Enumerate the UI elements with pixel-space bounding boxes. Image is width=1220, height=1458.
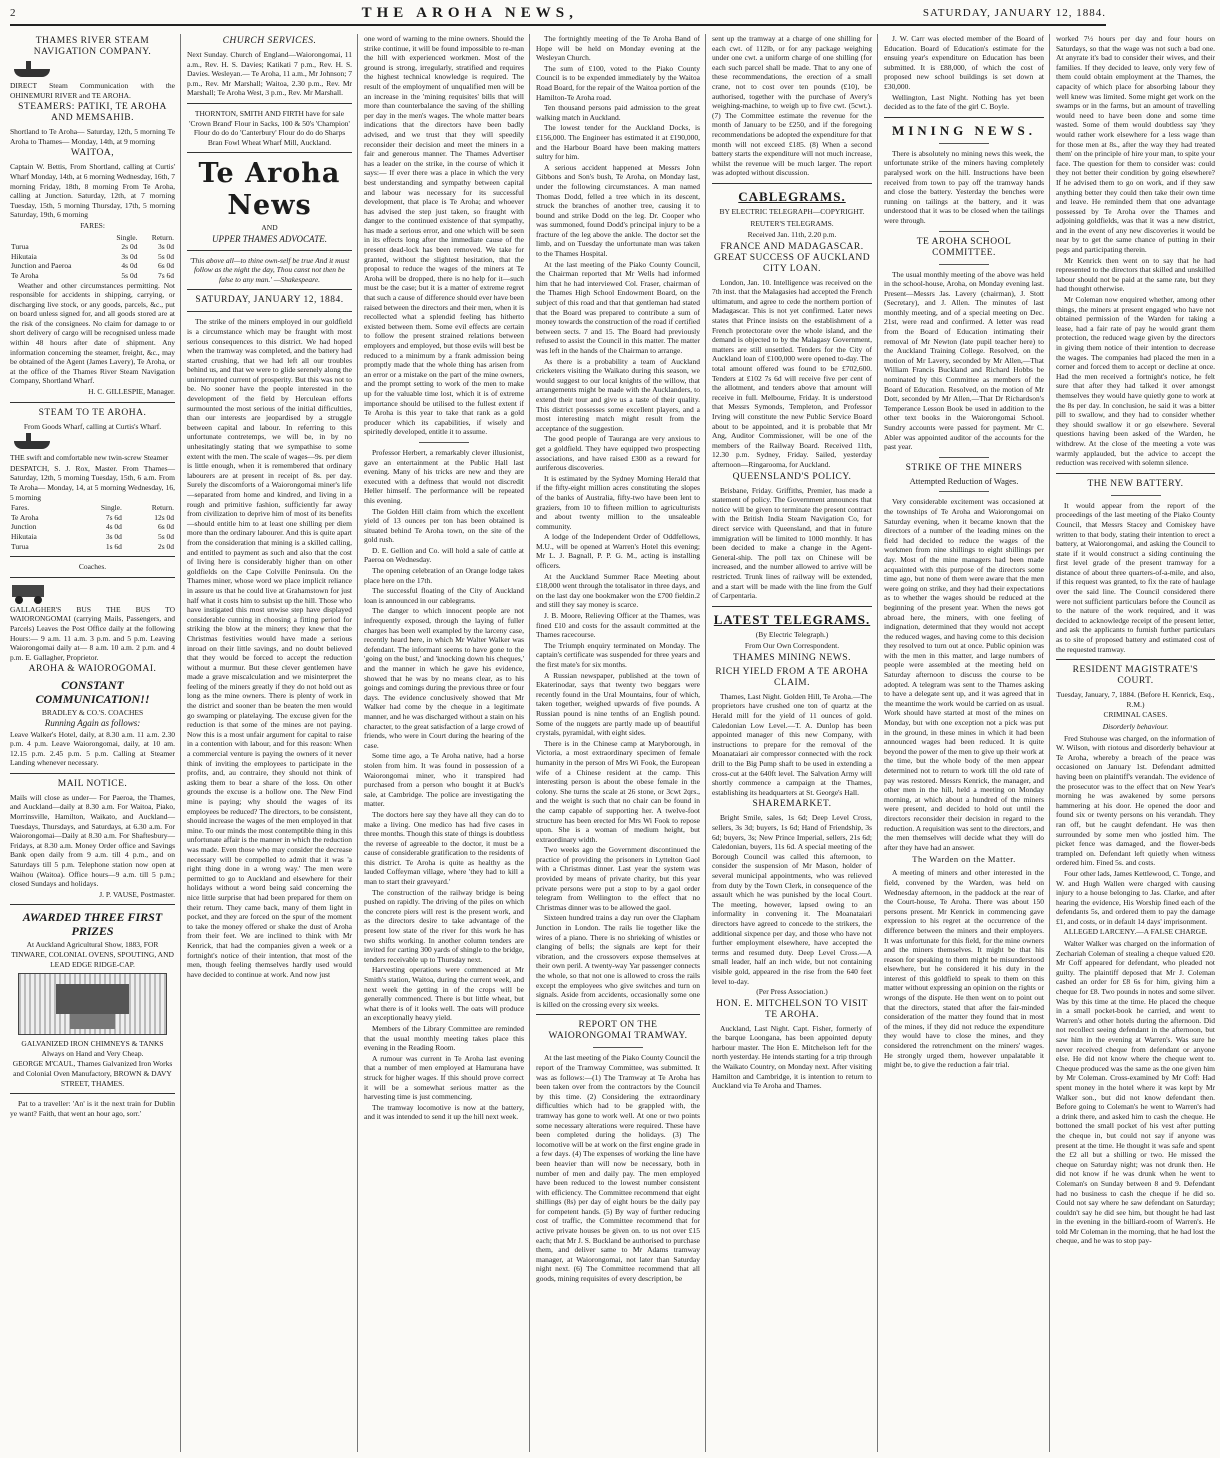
- news-item: There is in the Chinese camp at Maryborough, in Victoria, a most extraordinary specimen of female humanity in the person of Mrs Wi Fook, the European wife of a Chinese resident at the camp. This interesting person is about the obese female in the colony. She turns the scale at 26 stone, or 3cwt 2qrs., and the weight is such that no chair can be found in the camp capable of supporting her. A twelve-foot structure has been erected for Mrs Wi Fook to repose upon. She is a woman of medium height, but extraordinary width.: [536, 738, 700, 844]
- section-subheading: The Warden on the Matter.: [912, 854, 1016, 865]
- news-item: J. B. Moore, Relieving Officer at the Thames, was fined £10 and costs for the assault committed at the Thames racecourse.: [536, 611, 700, 640]
- section-heading: RESIDENT MAGISTRATE'S COURT.: [1072, 665, 1199, 687]
- advert-text: Weather and other circumstances permitting. Not responsible for accidents in shipping, carrying, or discharging live stock, or any goods, parcels, &c., put on board unless signed for, and all goods stored are at the risk of the consignees. No claim for damage to or short delivery of cargo will be recognised unless made within 48 hours after date of shipment. Any information concerning the steamer, freight, &c., may be obtained of the Agent (James Lavery), Te Aroha, or at the office of the Thames River Steam Navigation Company, Shortland Wharf.: [10, 280, 175, 386]
- divider: [187, 103, 352, 104]
- section-heading: LATEST TELEGRAMS.: [713, 611, 871, 627]
- divider: [939, 264, 989, 265]
- report-text: The usual monthly meeting of the above was held in the school-house, Aroha, on Monday evening last. Present—Messrs Jas. Lavery (chairman), J. Stott (Secretary), and J. Allen. The minutes of last monthly meeting, and of a special meeting on Dec. 21st, were read and confirmed. A letter was read from the Board of Education intimating their removal of Mr Newton (late pupil teacher here) to the Auckland Training College. Resolved, on the motion of Mr Lavery, seconded by Mr Allen,—That William Francis Buckland and Richard Hobbs be nominated by this Committee as members of the Board of Education. Resolved, on the motion of Mr Dott, seconded by Mr Allen,—That Dr Richardson's Temperance Lesson Book be used in addition to the other text books in the Waiorongomai School. Sundry accounts were passed for payment. Mr C. Abler was appointed auditor of the accounts for the past year.: [884, 269, 1044, 452]
- section-subheading: Disorderly behaviour.: [1102, 722, 1169, 731]
- table-row: [10, 503, 175, 513]
- section-heading: TE AROHA SCHOOL COMMITTEE.: [916, 236, 1012, 258]
- table-cell: Te Aroha: [11, 270, 39, 280]
- advert-text: Captain W. Bettis, From Shortland, calling at Curtis' Wharf Monday, 14th, at 6 morning Wednesday, 16th, 7 morning Friday, 18th, 8 morning From Te Aroha, calling at Junction. Saturday, 12th, at 7 morning Tuesday, 15th, 5 morning Thursday, 17th, 5 morning Saturday, 19th, 6 morning: [10, 162, 175, 220]
- news-item: As there is a probability a team of Auckland cricketers visiting the Waikato during this season, we would suggest to our local knights of the willow, that arrangements might be made with the Aucklanders, to extend their tour and give us a taste of their quality. This district possesses some excellent players, and a most interesting match might result from the acceptance of the suggestion.: [536, 356, 700, 433]
- section-subheading: (By Electric Telegraph.): [755, 629, 829, 639]
- article-heading: QUEENSLAND'S POLICY.: [732, 471, 852, 482]
- section-subheading: BY ELECTRIC TELEGRAPH—COPYRIGHT.: [719, 206, 865, 216]
- table-cell: 7s 6d: [157, 270, 174, 280]
- editorial-text: The strike of the miners employed in our goldfield is a circumstance which may be fraught with most serious consequences to this district. We had hoped when the tramway was completed, and the battery had started crushing, that we had left all our troubles behind us, and that we were to glide serenely along the uninterrupted current of prosperity. But this was not to be. No sooner have the people interested in the development of the field by Herculean efforts surmounted the most serious of the initial difficulties, than our interests are jeopardised by a struggle between capital and labour. In referring to this unfortunate contretemps, we will be, in by no unhesitatingly stating that we sympathise to some extent with the men. The scale of wages—9s. per diem is little enough, when it is remembered that ordinary labourers are at present in receipt of 8s. per day. Surely the discomforts of a Waiorongomai miner's life—separated from home and kindred, and living in a rough and primitive fashion, sufficiently far away from civilization to deprive him of most of its benefits—should entitle him to at least one shilling per diem more than the ordinary labourer. And this is quite apart from the consideration that mining is a skilled calling, and entitled to payment as such and also that the cost of living here is considerably higher than on other goldfields on the Cape Colville Peninsula. On the Thames miner, whose word we place implicit reliance in assure us that he could live at Grahamstown for just half what it costs him to subsist up the hill. Those who have instigated this most unwise step have displayed considerable cunning in choosing a fitting period for striking the blow at the miners; they knew that the Christmas festivities would have made a serious inroad on their little savings, and no doubt believed that they would be forced to accept the reduction without a murmur. But these clever gentlemen have made a grave miscalculation and we misinterpret the feeling of the miners greatly if they do not hold out as long as the mine owners. There is plenty of work in the district and sooner than be beaten the men would go swamping or platelaying. The excuse given for the reduction is that some of the mines are not paying. Now this is a most unfair argument for capital to raise in a contention with labour, and for this reason: When a commercial venture is paying the owners of it never think of inviting the employees to participate in the profits, and, au contraire, they should not think of asking them to bear a share of the loss. On other grounds the excuse is a hollow one. The New Find mine is paying; why should the wages of its employees be reduced? The directors, to be consistent, should increase the wages of the men employed in that mine. To our minds the most contemptible thing in this unfortunate affair is the manner in which the reduction was made. Even those who may consider the decrease necessary will be compelled to admit that it was 'a right thing done in a wrong way.' The men were permitted to go to Auckland and elsewhere for their holidays without a word being said concerning the nice little surprise that had been prepared for them on their return. They came back, many of them light in pocket, and they are forced on the spur of the moment to take the money offered or shake the dust of Aroha from their feet. We are inclined to think with Mr Kenrick, that had the companies given a week or a fortnight's notice of their intention, that most of the men, though feeling themselves hardly used would have decided to continue at work. And now just: [187, 317, 352, 979]
- news-item: There is absolutely no mining news this week, the unfortunate strike of the miners having completely paralysed work on the hill. Instructions have been received from town to pay off the tramway hands and close the battery. Yesterday the benches were running on tailings at the battery, and it was understood that it was to be closed when the tailings were through.: [884, 148, 1044, 225]
- telegram-text: Brisbane, Friday. Griffiths, Premier, has made a statement of policy. The Government announces that notice will be given to terminate the present contract with the British India Steam Navigation Co, for direct service with Queensland, and that in future immigration will be limited to 1000 monthly. It has been decided to make a change in the Agent-General-ship. The poll tax on Chinese will be increased, and the number allowed to arrive will be restricted. Trunk lines of railway will be extended, and a start will be made with the line from the Gulf of Carpentaria.: [712, 485, 872, 601]
- section-subheading: CRIMINAL CASES.: [1103, 710, 1168, 720]
- column-2: [187, 34, 358, 1452]
- table-cell: 3s 0d: [121, 251, 138, 261]
- advert-text: GEORGE M'CAUL, Thames Galvanized Iron Works and Colonial Oven Manufactory, BROWN & DAVY STREET, THAMES.: [12, 1059, 173, 1088]
- advert-text: At Auckland Agricultural Show, 1883, FOR TINWARE, COLONIAL OVENS, SPOUTING, AND LEAD EDGE RIDGE-CAP.: [11, 940, 174, 969]
- table-cell: 1s 6d: [105, 541, 122, 551]
- news-item: The Golden Hill claim from which the excellent yield of 13 ounces per ton has been obtained is situated behind Te Aroha town, on the site of the gold rush.: [364, 506, 524, 545]
- divider: [10, 1093, 175, 1094]
- news-item: A Russian newspaper, published at the town of Ekaterinodar, says that twenty two beggars were recently found in the Ural Mountains, four of which, taken together, weighed upwards of five pounds. A Russian pound is nine tenths of an English pound. Some of the nuggets are partly made up of beautiful crystals, pyramidal, with eight sides.: [536, 670, 700, 738]
- column-6: [884, 34, 1050, 1452]
- report-text: It would appear from the report of the proceedings of the last meeting of the Piako County Council, that Messrs Stacey and Comiskey have written to that body, stating their intention to erect a battery, at Waiorongomai, and asking the Council to state if it would construct a siding continuing the first level grade of the present tramway for a distance of about three quarters-of-a-mile, and also, if this request was granted, to fix the rate of haulage over the said line. The Council considered there were not sufficient particulars before the Council as to the nature of the work required, and it was decided to acknowledge receipt of the present letter, and ask the applicants to furnish further particulars as to site of proposed battery and estimated cost of the requested tramway.: [1056, 500, 1215, 654]
- section-subheading: (Per Press Association.): [756, 987, 828, 997]
- table-row: [10, 522, 175, 532]
- fares-heading: FARES:: [80, 220, 105, 230]
- table-row: [10, 542, 175, 552]
- table-row: [10, 271, 175, 281]
- newspaper-title: THE AROHA NEWS,: [361, 4, 578, 21]
- dateline: SATURDAY, JANUARY 12, 1884.: [195, 295, 344, 306]
- section-heading: REPORT ON THE WAIORONGOMAI TRAMWAY.: [548, 1020, 688, 1042]
- divider: [187, 289, 352, 290]
- divider: [10, 773, 175, 774]
- advert-text: GALLAGHER'S BUS THE BUS TO WAIORONGOMAI (carrying Mails, Passengers, and Parcels) Leaves the Post Office daily at the following Hours:— 9 a.m. 11 a.m. 3 p.m. and 5 p.m. Leaving Waiorongomai daily at— 8 a.m. 10 a.m. 2 p.m. and 4 p.m. E. Gallagher, Proprietor.: [10, 604, 175, 662]
- column-5: [712, 34, 878, 1452]
- news-item: D. E. Gellion and Co. will hold a sale of cattle at Paeroa on Wednesday.: [364, 545, 524, 565]
- news-item: Harvesting operations were commenced at Mr Smith's station, Waitoa, during the current week, and next week the getting in of the crops will be generally commenced. There is but little wheat, but what there is of it looks well. The oats will produce an exceptionally heavy yield.: [364, 965, 524, 1023]
- advert-heading: AROHA & WAIOROGOMAI.: [28, 664, 157, 675]
- advert-text: From Goods Wharf, calling at Curtis's Wharf.: [23, 421, 162, 431]
- news-item: Ten thousand persons paid admission to the great walking match in Auckland.: [536, 103, 700, 122]
- table-cell: Hikutaia: [11, 251, 37, 261]
- article-heading: FRANCE AND MADAGASCAR. GREAT SUCCESS OF AUCKLAND CITY LOAN.: [713, 241, 871, 274]
- table-row: [10, 261, 175, 271]
- news-item: The tramway locomotive is now at the battery, and it was intended to send it up the hill next week.: [364, 1102, 524, 1122]
- article-heading: SHAREMARKET.: [752, 799, 832, 810]
- columns: [10, 34, 1215, 1452]
- table-row: [10, 233, 175, 243]
- advert-text: Running Again as follows:: [44, 717, 141, 728]
- table-header: [10, 233, 104, 243]
- report-text: Very considerable excitement was occasioned at the townships of Te Aroha and Waiorongomai on Saturday evening, when it became known that the directors of a number of the leading mines on the field had decided to reduce the wages of the workmen from nine shillings to eight shillings per day. Most of the mine managers had been made acquainted with this purpose of the directors some time ago, but none of them were aware that the men were going on strike, and they had their expectations as to whether the wages should be reduced at the beginning of the present year. When the news got abroad here, the miners, with one feeling of indignation, determined that they would not accept the reduced wages, and having come to this decision they resolved to turn out at once. Public opinion was with the men in this matter, and large numbers of people were assembled at the meeting held on Saturday afternoon to discuss the course to be adopted. A telegram was sent to the Thames asking to have a delegate sent up, and it was agreed that in the meantime the work would be carried on as usual. Work should have started at most of the mines on Monday, but with one exception not a pick was put in the ground, in these mines in which it had been announced wages had been reduced. It is quite beyond the power of the men to give up their work at the time, but the whole body of the men appear determined not to return to work till the old rate of pay was restored. Messrs Kenrick, the manager, and other men in the hill, held a meeting on Monday morning, at which about a hundred of the miners were present, and decided to hold out until the directors reconsider their decision in regard to the reduction. A requisition was sent to the directors, and the men themselves will decide what they will do after they have had an answer.: [884, 497, 1044, 852]
- table-cell: 7s 6d: [105, 512, 122, 522]
- advert-text: BRADLEY & CO.'S. COACHES: [41, 708, 144, 718]
- masthead-subtitle: UPPER THAMES ADVOCATE.: [212, 233, 327, 244]
- table-row: [10, 242, 175, 252]
- news-item: The construction of the railway bridge is being pushed on rapidly. The driving of the piles on which the concrete piers will rest is the present work, and as the directors desire to take advantage of the present low state of the river for this work he has two shifts working. In another column tenders are invited for carting 300 yards of shingle to the bridge, tenders receivable up to Thursday next.: [364, 887, 524, 964]
- divider: [593, 1047, 643, 1048]
- table-row: [10, 252, 175, 262]
- signature: J. P. VAUSE, Postmaster.: [99, 889, 175, 899]
- report-text: A meeting of miners and other interested in the field, convened by the Warden, was held on Wednesday afternoon, in the paddock at the rear of the Court-house, Te Aroha. There was about 150 persons present. Mr Kenrick in commencing gave expression to his regret at the occurrence of the difference between the miners and their employers. It was unfortunate for this field, for the mine owners and the miners themselves. It might be that his reason for speaking to them might be misunderstood elsewhere, but he considered it his duty in the interest of this goldfield to speak to them on this matter without expressing an opinion on the rights or wrongs of the dispute. He then went on to point out that the directors, stated that after the fair-minded consideration of the matter they found that in most of the mines, if they did not reduce the expenditure they would have to close the mines, and they considered the retrenchment on the miners' wages. He strongly urged them, however unpalatable it might be, to give the reduction a fair trial.: [884, 868, 1044, 1070]
- news-item: The doctors here say they have all they can do to make a living. One medico has had five cases in three months. Though this state of things is doubtless the reverse of agreeable to the doctor, it must be a cause of considerable gratification to the residents of this district. Te Aroha is quite as healthy as the lauded Coffeyman village, where 'they had to kill a man to start their graveyard.': [364, 809, 524, 887]
- divider: [187, 250, 352, 251]
- advert-text: DIRECT Steam Communication with the OHINEMURI RIVER and TE AROHA.: [10, 81, 175, 100]
- report-text: sent up the tramway at a charge of one shilling for each cwt. of 112lb, or for any package weighing under one cwt. a uniform charge of one shilling (for each such parcel shall be made. That to any one of these recommendations, the erection of a small crane, not to cost over ten pounds (£10), be authorised, together with the purchase of Avery's weighing-machine, to weigh up to five cwt. (5cwt.). (7) The Committee estimate the revenue for the month of January to be £250, and if the foregoing recommendations be adopted the expenditure for that month will not exceed £185. (8) When a second battery starts the expenditure will not much increase, whilst the revenue will be much larger. The report was adopted without discussion.: [712, 34, 872, 178]
- dateline: Received Jan. 11th, 2.20 p.m.: [747, 230, 837, 240]
- divider: [939, 491, 989, 492]
- column-3: [364, 34, 530, 1452]
- news-item: The danger to which innocent people are not infrequently exposed, through the laying of fuller charges has been well exampled by the larceny case, recently heard here, in which Mr Walter Walker was defendant. The informant seems to have gone to the 'going on the bust,' and 'knocking down his cheques,' and the manner in which he gave his evidence, showed that he was by no means clear, as to his goings and comings during the previous three or four days. The evidence conclusively showed that Mr Walker had come by the cheque in a legitimate manner, and he was discharged without a stain on his character, to the great satisfaction of a large crowd of friends, who were in Court during the hearing of the case.: [364, 606, 524, 750]
- divider: [1111, 495, 1161, 496]
- column-7: [1056, 34, 1220, 1452]
- telegram-text: Bright Smile, sales, 1s 6d; Deep Level Cross, sellers, 3s 3d; buyers, 1s 6d; Hand of Friendship, 3s 6d; buyers, 3s; New Prince Imperial, sellers, 21s 6d; Caledonian, buyers, 11s 6d. A special meeting of the Borough Council was called this afternoon, to consider the suspension of Mr Mason, holder of several municipal appointments, who was relieved from duty by the Town Clerk, in consequence of the assault which he was punished by the local Court. The meeting, however, lapsed owing to an informality in convening it. The Moanataiari directors have agreed to concede to the strikers, the additional sixpence per day, and those who have not further employment elsewhere, have accepted the terms and resumed duty. Deep Level Cross.—A small leader, half an inch wide, but not containing visible gold, appeared in the rise from the 640 feet level to-day.: [712, 813, 872, 986]
- table-cell: 5s 0d: [121, 270, 138, 280]
- editorial-text: one word of warning to the mine owners. Should the strike continue, it will be found impossible to re-man the hill with experienced workmen. Most of the ground is strong, irregularly, stratified and requires the highest technical knowledge is required. The result of the employment of unqualified men will be an increase in the 'mining requisites' bills that will more than counterbalance the saving of the shilling per day in the men's wages. The whole matter bears indications that the directors have been badly advised, and we trust that they will speedily reconsider their decision and meet the miners in a fair and generous manner. The Thames Advertiser has a leader on the strike, in the course of which it says:— If ever there was a place in which the very best understanding and sympathy between capital and labour was necessary for its successful development, that place is Te Aroha; and whoever has advised the step just taken, so fraught with danger to the continued existence of that sympathy, has made a serious error, and one which will be seen in its effects long after the immediate cause of the present dead-lock has been removed. We take for granted, without the slightest hesitation, that the proposal to reduce the wages of the miners at Te Aroha will be dropped, there is no help for it—such must be the case; but it is a matter of extreme regret that such a cause of difference should ever have been raised between the directors and their men, when it is recollected what a splendid feeling has hitherto existed between them. Some evil effects are certain to follow the present strained relations between employers and employed, but those evils will best be reduced to a minimum by a frank admission being promptly made that the whole thing has arisen from an error or a mistake on the part of the mine owners, and the prompt setting to work of the men to make up for the valuable time lost, which it is of extreme importance should be utilised to the fullest extent if Te Aroha is this year to take that rank as a gold producer which its capabilities, if wisely and spiritedly developed, entitle it to assume.: [364, 34, 524, 437]
- table-cell: 6s 0d: [157, 522, 174, 532]
- masthead: [10, 2, 1106, 26]
- court-text: Fred Stuhouse was charged, on the information of W. Wilson, with riotous and disorderly behaviour at Te Aroha, whereby a breach of the peace was occasioned on January 1st. Defendant admitted having been on plaintiff's verandah. The evidence of the prosecutor was to the effect that on New Year's morning he was awakened by some persons hammering at his door. He opened the door and found six or twenty persons on his verandah. They ran off, but he caught defendant. He was then surrounded by some men who jostled him. The picket fence was damaged, and the flower-beds trampled on. Defendant left quietly when witness ordered him. Fined 5s. and costs.: [1056, 733, 1215, 868]
- news-item: Professor Herbert, a remarkably clever illusionist, gave an entertainment at the Public Hall last evening. Many of his tricks are new and they are executed with a deftness that would not discredit Heller himself. The performance will be repeated this evening.: [364, 447, 524, 505]
- signature: H. C. GILLESPIE, Manager.: [88, 387, 175, 397]
- news-item: Two weeks ago the Government discontinued the practice of providing the prisoners in Lyttelton Gaol with a Christmas dinner. Last year the system was provided by means of private charity, but this year private persons were put a stop to by a gaol order telegram from Wellington to the effect that no Christmas dinner was to be allowed the gaol.: [536, 845, 700, 912]
- steamer-icon: [10, 433, 175, 451]
- news-item: A serious accident happened at Messrs John Gibbons and Son's bush, Te Aroha, on Monday last, under the following circumstances. A man named Thomas Dodd, felled a tree which in its descent, struck the branches of another tree, causing it to bound and strike Dodd on the leg. Dr. Cooper who was summoned, found Dodd's principal injury to be a fracture of the leg above the ankle. The doctor set the limb, and on Tuesday the unfortunate man was taken to the Thames Hospital.: [536, 162, 700, 259]
- news-item: The Triumph enquiry terminated on Monday. The captain's certificate was suspended for three years and the first mate's for six months.: [536, 640, 700, 669]
- section-subheading: From Our Own Correspondent.: [744, 641, 840, 651]
- fares-table: [10, 503, 175, 551]
- table-header: Single.: [100, 503, 122, 513]
- telegram-text: Wellington, Last Night. Nothing has yet been decided as to the fate of the girl C. Boyle.: [884, 92, 1044, 112]
- divider: [419, 442, 469, 443]
- table-cell: 3s 0d: [105, 531, 122, 541]
- section-heading: MAIL NOTICE.: [57, 778, 128, 789]
- table-cell: 4s 0d: [105, 522, 122, 532]
- divider: [536, 1014, 700, 1015]
- table-header: Single.: [116, 232, 138, 242]
- steamer-icon: [10, 61, 175, 79]
- table-cell: Junction: [11, 522, 37, 532]
- report-text: At the last meeting of the Piako County Council the report of the Tramway Committee, was submitted. It was as follows:—(1) The Tramway at Te Aroha has been taken over from the contractors by the Council by this time. (2) Considering the extraordinary difficulties which had to be grappled with, the tramway has gone to work well. At one or two points some necessary alterations were required. These have been completed during the holidays. (3) The locomotive will be at work on the first engine grade in a few days. (4) The expenses of working the line have been heavier than will now be necessary, both in number of men and daily pay. The men employed have been reduced to the lowest number consistent with efficiency. The Committee recommend that eight shillings (8s) per day of eight hours be the daily pay for competent hands. (5) By way of further reducing cost of traffic, the Committee recommend that for active private houses be given on. to us not over £15 each; that Mr J. S. Buckland be authorised to purchase them, and deliver same to Mr Adams tramway manager, at Waiorongomai, not later than Saturday night next. (6) The Committee recommend that all goods, mining requisites of every description, be: [536, 1053, 700, 1284]
- notice-text: Mails will close as under— For Paeroa, the Thames, and Auckland—daily at 8.30 a.m. For Waitoa, Piako, Morrinsville, Hamilton, Waikato, and Auckland—Tuesdays, Thursdays, and Saturdays, at 6.30 a.m. For Waiorongomai—Daily at 8.30 a.m. For Shaftesbury—Fridays, at 8.30 a.m. Money Order office and Savings Bank open daily from 9 a.m. till 4 p.m., and on Saturdays till 5 p.m. Telephone station now open at Waihou (Waitoa). Office hours—9 a.m. till 5 p.m.; closed Sundays and holidays.: [10, 792, 175, 889]
- divider: [884, 117, 1044, 118]
- table-cell: 12s 0d: [154, 512, 174, 522]
- divider: [10, 904, 175, 905]
- advert-heading: WAITOA,: [70, 148, 115, 159]
- table-cell: 4s 0d: [121, 261, 138, 271]
- news-item: The successful floating of the City of Auckland loan is announced in our cablegrams.: [364, 586, 524, 605]
- column-1: [10, 34, 181, 1452]
- advert-heading: AWARDED THREE FIRST PRIZES: [22, 910, 163, 939]
- report-text: Mr Coleman now enquired whether, among other things, the miners at present engaged who have not obtained permission of the Warden for taking a lease, had a fair rate of pay he would grant them protection, the reduced wage given by the directors in giving them notice of their intention to decrease the wages. The companies had placed the men in a corner and forced them to accept or decline at once. Had the men received a fortnight's notice, he felt sure that after they had talked it over amongst themselves they would have quietly gone to work at the 8s per day. In conclusion, he said it was a bitter pill to swallow, and they had to consider whether they should swallow it or go elsewhere. Several questions having been asked of the Warden, he withdrew. At the close of the meeting a vote was warmly applauded, but the advice to accept the reduction was received with solemn silence.: [1056, 295, 1215, 468]
- section-heading: THE NEW BATTERY.: [1087, 478, 1184, 489]
- news-item: It is estimated by the Sydney Morning Herald that if the fifty-eight million acres constituting the slopes of the banks of Australia, fifty-two have been lent to graziers, from 10 to fifteen million to agriculturists and about twenty million to the unsaleable community.: [536, 473, 700, 531]
- court-text: Walter Walker was charged on the information of Zechariah Coleman of stealing a cheque valued £20. Mr Coff appeared for defendant, who pleaded not guilty. The plaintiff deposed that Mr J. Coleman cashed an order for £8 6s for him, giving him a cheque for £8. Two pounds in notes and some silver. Was by this time at the time. He placed the cheque in a small pocket-book he carried, and went to Warren's and other hotels during the afternoon. Did not recollect seeing defendant in the afternoon, but saw him in the evening at Warren's. Was sure he never received cheque from defendant or anyone else. He did not know where the cheque went to. Cheque produced was the same as the one given him by Mr Coleman. Cross-examined by Mr Coff: Had spent money in the hotel where it was kept by Mr Walker son., but did not know defendant then. Before going to Coleman's he went to Warren's had a drink there, and asked him to cash the cheque. He bottoned the small pocket of his vest after putting the cheque in, but could not say if anyone was present at the time. He thought it was safe and spent the £2 all but a shilling or two. He missed the cheque on Saturday night; was not drunk then. He did not know if he was drunk when he went to Coleman's on Sunday between 8 and 9. Defendant had no business to cash the cheque if he did so. Could not say where he saw defendant on Saturday; couldn't say he did see him, but thought he had last in the evening in the billiard-room of Warren's. He told Mr Coleman in the morning, that he had lost the cheque, and he was to stop pay-: [1056, 939, 1215, 1246]
- advert-heading: STEAM TO TE AROHA.: [38, 407, 147, 418]
- table-cell: 5s 0d: [157, 251, 174, 261]
- divider: [712, 606, 872, 607]
- news-item: A lodge of the Independent Order of Oddfellows, M.U., will be opened at Warren's Hotel this evening; Mr L. J. Bagnall, P. P. G. M., acting is installing officers.: [536, 532, 700, 571]
- table-cell: 5s 0d: [157, 531, 174, 541]
- news-item: Members of the Library Committee are reminded that the usual monthly meeting takes place this evening in the Reading Room.: [364, 1023, 524, 1053]
- report-text: Mr Kenrick then went on to say that he had represented to the directors that skilled and unskilled labour should not be paid at the same rate, but they had thought otherwise.: [1056, 255, 1215, 294]
- news-item: A rumour was current in Te Aroha last evening that a number of men employed at Hamurana have struck for higher wages. If this should prove correct it will be a somewhat serious matter as the harvesting time is just commencing.: [364, 1053, 524, 1102]
- telegram-text: London, Jan. 10. Intelligence was received on the 7th inst. that the Malagasies had accepted the French ultimatum, and agree to cede the northern portion of Madagascar. This is not yet confirmed. Later news states that Prince insists on the establishment of a French protectorate over the whole island, and the demand is objected to by the Malagasy Government, matters are still unsettled. Tenders for the City of Auckland loan of £100,000 were opened to-day. The total amount offered was found to be £702,600. Tenders at £102 7s 6d will receive five per cent of the allotment, and tenders above that amount will receive in full. Melbourne, Friday. It is understood that Messrs Symonds, Templeton, and Professor Irving will constitute the new Public Service Board about to be appointed, and it is probable that Mr Ang, Auditor Commissioner, will be one of the members of the Railway Board. Received 11th, 12.30 p.m. Sydney, Friday. Sailed, yesterday afternoon—Ringarooma, for Auckland.: [712, 277, 872, 469]
- report-text: worked 7½ hours per day and four hours on Saturdays, so that the wage was not such a bad one. At anyrate it's bad to consider their wives, and their families. If they decided to leave, only very few of them could obtain employment at the Thames, the capacity of which place for absorbing labour they well knew was limited. Some might get work on the swamps or in the farms, but an amount of travelling would need to have been done and some time wasted. Some of them would doubtless say 'they would rather work elsewhere for a less wage than for those men at 8s., after the way they had treated them' on the principle of hire your man, to spite your face. The question for them to consider was: could they not better their condition by going elsewhere? If he advised them to go on work, and if they saw anything better they could then take their own time and leave. He reminded them that one advantage possessed by Te Aroha over the Thames and adjoining goldfields, was that it was a new district, and in the event of any new discoveries it would be near by to get the same chance of putting in their pegs and participating therein.: [1056, 34, 1215, 255]
- advert-text: DESPATCH, S. J. Rox, Master. From Thames— Saturday, 12th, 5 morning Tuesday, 15th, 6 a.m. From Te Aroha— Monday, 14, at 5 morning Wednesday, 16, 5 morning: [10, 463, 175, 502]
- divider: [939, 457, 989, 458]
- table-header: Fares.: [11, 503, 30, 513]
- news-item: The fortnightly meeting of the Te Aroha Band of Hope will be held on Monday evening at the Wesleyan Church.: [536, 34, 700, 63]
- coach-icon: [10, 583, 175, 603]
- divider: [10, 577, 175, 578]
- article-heading: RICH YIELD FROM A TE AROHA CLAIM.: [715, 666, 869, 688]
- section-heading: CABLEGRAMS.: [738, 188, 846, 204]
- news-item: The opening celebration of an Orange lodge takes place here on the 17th.: [364, 566, 524, 585]
- section-subheading: Attempted Reduction of Wages.: [909, 475, 1019, 486]
- filler-text: Pat to a traveller: 'An' is it the next train for Dublin ye want? Faith, that went an hour ago, sorr.': [10, 1099, 175, 1118]
- table-cell: Hikutaia: [11, 531, 37, 541]
- telegram-text: J. W. Carr was elected member of the Board of Education. Board of Education's estimate for the ensuing year's expenditure on Education has been submitted. It is £88,000, of which the cost of proposed new school buildings is set down at £30,000.: [884, 34, 1044, 91]
- notice-text: Next Sunday. Church of England—Waiorongomai, 11 a.m., Rev. H. S. Davies; Katikati 7 p.m., Rev. H. S. Davies. Wesleyan.— Te Aroha, 11 a.m., Mr Johnson; 7 p.m., Rev. Mr Marshall; Waitoa, 2.30 p.m., Rev. Mr Marshall; Te Aroha West, 3 p.m., Rev. Mr Marshall.: [187, 50, 352, 98]
- divider: [187, 152, 352, 153]
- advert-heading: THAMES RIVER STEAM NAVIGATION COMPANY.: [33, 36, 152, 57]
- tinware-illustration: [18, 973, 167, 1035]
- advert-text: GALVANIZED IRON CHIMNEYS & TANKS Always on Hand and Very Cheap.: [21, 1039, 164, 1058]
- table-cell: 2s 0d: [121, 242, 138, 252]
- telegram-text: Auckland, Last Night. Capt. Fisher, formerly of the barque Loongana, has been appointed deputy harbour master. The Hon E. Mitchelson left for the north yesterday. He intends starting for a trip through the Waikato Country, on Monday next. After visiting Hamilton and Cambridge, it is intention to return to Auckland via Te Aroha and Thames.: [712, 1023, 872, 1091]
- section-heading: MINING NEWS.: [891, 122, 1037, 138]
- divider: [1056, 659, 1215, 660]
- divider: [712, 183, 872, 184]
- divider: [1056, 473, 1215, 474]
- table-cell: Te Aroha: [11, 512, 39, 522]
- page-number: 2: [10, 7, 17, 19]
- section-subheading: ALLEGED LARCENY.—A FALSE CHARGE.: [1063, 927, 1208, 937]
- court-text: Four other lads, James Kettlewood, C. Tonge, and W. and Hugh Wallen were charged with causing injury to a house belonging to Jas. Clarke, and after hearing the evidence, His Worship fined each of the defendants 5s, and ordered them to pay the damage £1, and costs, or in default 14 days' imprisonment.: [1056, 868, 1215, 926]
- table-row: [10, 532, 175, 542]
- fares-table: [10, 233, 175, 281]
- newspaper-masthead-title: Te Aroha News: [198, 158, 341, 222]
- table-header: Return.: [151, 232, 174, 242]
- column-4: [536, 34, 706, 1452]
- motto: 'This above all—to thine own-self be true And it must follow as the night the day, Thou canst not then be false to any man.' —Shakespeare.: [189, 255, 350, 284]
- table-cell: Turua: [11, 242, 29, 252]
- advert-text: Shortland to Te Aroha— Saturday, 12th, 5 morning Te Aroha to Thames— Monday, 14th, at 9 morning: [10, 127, 175, 146]
- table-row: [10, 513, 175, 523]
- divider: [10, 556, 175, 557]
- news-item: The lowest tender for the Auckland Docks, is £156,000. The Engineer has estimated it at £190,000, and the Harbour Board have been making matters sultry for him.: [536, 123, 700, 162]
- divider: [187, 311, 352, 312]
- news-item: At the last meeting of the Piako County Council, the Chairman reported that Mr Wells had informed him that he had interviewed Col. Fraser, chairman of the Thames High School Endowment Board, on the subject of this road and that that gentleman had stated that the Board was prepared to contribute a sum of money towards the construction of the road if certified between sects. 7 and 15. The Board had previously refused to assist the Council in this matter. The matter was left in the hands of the Chairman to arrange.: [536, 259, 700, 355]
- section-heading: STRIKE OF THE MINERS: [905, 462, 1023, 473]
- masthead-and: AND: [261, 223, 278, 233]
- table-cell: Junction and Paeroa: [11, 261, 72, 271]
- advert-text: Leave Walker's Hotel, daily, at 8.30 a.m. 11 a.m. 2.30 p.m. 4 p.m. Leave Waiorongomai, daily, at 10 am. 12.15 p.m. 2.45 p.m. 5 p.m. Calling at Steamer Landing whenever necessary.: [10, 729, 175, 768]
- issue-date: SATURDAY, JANUARY 12, 1884.: [922, 7, 1106, 19]
- advert-heading: CONSTANT COMMUNICATION!!: [35, 678, 150, 707]
- article-heading: THAMES MINING NEWS.: [733, 652, 851, 663]
- advert-text: THORNTON, SMITH AND FIRTH have for sale 'Crown Brand' Flour in Sacks, 100 & 50's 'Champion' Flour do do do 'Canterbury' Flour do do do Sharps Bran Fowl Wheat Wharf Mill, Auckland.: [189, 108, 350, 147]
- section-heading: Coaches.: [78, 562, 107, 572]
- divider: [939, 231, 989, 232]
- divider: [10, 402, 175, 403]
- news-item: Some time ago, a Te Aroha native, had a horse stolen from him. It was found in possession of a Waiorongomai miner, who it transpired had purchased from a person who bought it at Buck's sale, at Cambridge. The police are investigating the matter.: [364, 751, 524, 809]
- advert-text: THE swift and comfortable new twin-screw Steamer: [10, 453, 169, 463]
- section-subheading: REUTER'S TELEGRAMS.: [750, 218, 834, 228]
- advert-heading: STEAMERS: PATIKI, TE AROHA AND MEMSAHIB.: [18, 102, 167, 124]
- news-item: At the Auckland Summer Race Meeting about £18,000 went through the totalisator in three days, and on the last day one bookmaker won the £700 fieldin.2 and still they say money is scarce.: [536, 571, 700, 610]
- table-cell: 3s 0d: [157, 242, 174, 252]
- divider: [939, 143, 989, 144]
- telegram-text: Thames, Last Night. Golden Hill, Te Aroha.—The proprietors have crushed one ton of quartz at the Herald mill for the yield of 11 ounces of gold. Caledonian Low Level.—T. A. Dunlop has been appointed manager of this new Company, with instructions to prepare for the removal of the Moanataiari air compressor connected with the rock drill to the Big Pump shaft to be used in extending a cross-cut at the 640ft level. The Salvation Army will shortly commence a campaign at the Thames, establishing its headquarters at St. George's Hall.: [712, 691, 872, 797]
- table-cell: Turua: [11, 541, 29, 551]
- article-heading: HON. E. MITCHELSON TO VISIT TE AROHA.: [716, 998, 868, 1020]
- news-item: The good people of Tauranga are very anxious to get a goldfield. They have equipped two prospecting associations, and have raised £300 as a reward for auriferous discoveries.: [536, 434, 700, 473]
- news-item: Sixteen hundred trains a day run over the Clapham Junction in London. The rails lie together like the wires of a piano. There is no shrieking of whistles or clanging of bells; the signals are kept for their vibration, and the crossovers expose themselves at their own peril. A twenty-way Yar passenger connects the whole, so that not one is allowed to cross the rails except the employees who give switches and turn on signals. Aside from accidents, occasionally some one is killed on the crossing every six weeks.: [536, 913, 700, 1009]
- table-header: Return.: [151, 503, 174, 513]
- table-cell: 6s 0d: [157, 261, 174, 271]
- news-item: The sum of £100, voted to the Piako County Council is to be expended immediately by the Waitoa Road Board, for the repair of the Waitoa portion of the Hamilton-Te Aroha road.: [536, 63, 700, 102]
- section-heading: CHURCH SERVICES.: [222, 36, 317, 46]
- dateline: Tuesday, January, 7, 1884. (Before H. Kenrick, Esq., R.M.): [1056, 690, 1215, 709]
- table-cell: 2s 0d: [157, 541, 174, 551]
